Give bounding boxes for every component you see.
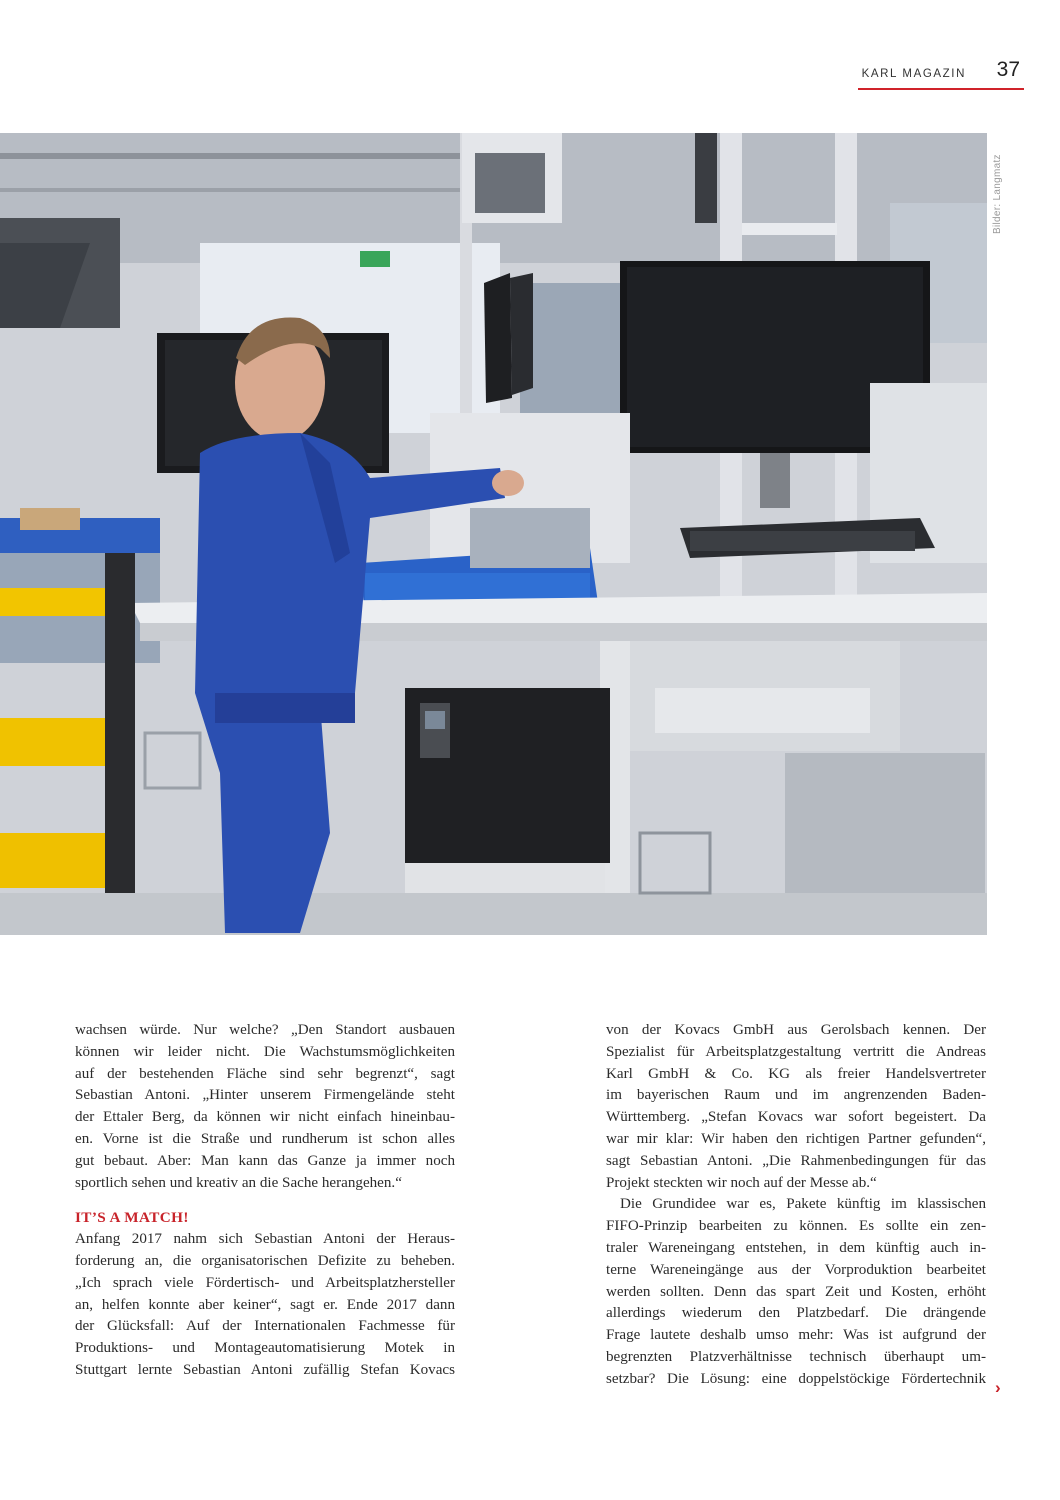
magazine-name: KARL MAGAZIN xyxy=(861,68,966,80)
article-photo xyxy=(0,133,987,935)
text-line: der Ettaler Berg, da können wir nicht einfach hineinbau- xyxy=(75,1109,455,1126)
text-line: traler Wareneingang entstehen, in dem künftig auch in- xyxy=(606,1239,986,1256)
text-line: Frage lautete deshalb umso mehr: Was ist aufgrund der xyxy=(606,1327,986,1344)
text-line: war mir klar: Wir haben den richtigen Partner gefunden“, xyxy=(606,1130,986,1147)
text-line: gut bebaut. Aber: Man kann das Ganze ja immer noch xyxy=(75,1152,455,1169)
text-line: terne Wareneingänge aus der Vorproduktion bearbeitet xyxy=(606,1261,986,1278)
page-number: 37 xyxy=(996,58,1020,81)
text-line: Die Grundidee war es, Pakete künftig im klassischen xyxy=(620,1196,986,1213)
text-line: können wir leider nicht. Die Wachstumsmöglichkeiten xyxy=(75,1043,455,1060)
article-column-2 xyxy=(606,1020,986,1391)
article-column-1 xyxy=(75,1020,455,1382)
text-line: Anfang 2017 nahm sich Sebastian Antoni der Heraus- xyxy=(75,1231,455,1248)
section-subheading: IT’S A MATCH! xyxy=(75,1209,189,1227)
text-line: FIFO-Prinzip bearbeiten zu können. Es sollte ein zen- xyxy=(606,1218,986,1235)
text-line: begrenzten Platzverhältnisse technisch überhaupt um- xyxy=(606,1348,986,1365)
page-header xyxy=(824,58,1024,90)
text-line: allerdings wiederum den Platzbedarf. Die drängende xyxy=(606,1305,986,1322)
text-line: Württemberg. „Stefan Kovacs war sofort begeistert. Da xyxy=(606,1109,986,1126)
text-line: Karl GmbH & Co. KG als freier Handelsvertreter xyxy=(606,1065,986,1082)
text-line: Spezialist für Arbeitsplatzgestaltung vertritt die Andreas xyxy=(606,1043,986,1060)
text-line: von der Kovacs GmbH aus Gerolsbach kennen. Der xyxy=(606,1022,986,1038)
continue-arrow-icon[interactable]: › xyxy=(995,1378,1001,1397)
text-line: en. Vorne ist die Straße und rundherum ist schon alles xyxy=(75,1130,455,1147)
photo-credit-text: Bilder: Langmatz xyxy=(992,154,1003,234)
text-line: „Ich sprach viele Fördertisch- und Arbeitsplatzhersteller xyxy=(75,1274,455,1291)
text-line: sagt Sebastian Antoni. „Die Rahmenbedingungen für das xyxy=(606,1152,986,1169)
text-line: forderung an, die organisatorischen Defizite zu beheben. xyxy=(75,1252,455,1269)
text-line: Stuttgart lernte Sebastian Antoni zufällig Stefan Kovacs xyxy=(75,1361,455,1378)
text-line: der Glücksfall: Auf der Internationalen Fachmesse für xyxy=(75,1318,455,1335)
photo-credit xyxy=(992,138,1006,238)
text-line: setzbar? Die Lösung: eine doppelstöckige Fördertechnik xyxy=(606,1370,986,1387)
text-line: an, helfen konnte aber keiner“, sagt er. Ende 2017 dann xyxy=(75,1296,455,1313)
text-line: im bayerischen Raum und im angrenzenden Baden- xyxy=(606,1087,986,1104)
text-line: wachsen würde. Nur welche? „Den Standort ausbauen xyxy=(75,1022,455,1038)
text-line: Produktions- und Montageautomatisierung Motek in xyxy=(75,1340,455,1357)
text-line: sportlich sehen und kreativ an die Sache herangehen.“ xyxy=(75,1174,402,1191)
text-line: Projekt steckten wir noch auf der Messe ab.“ xyxy=(606,1174,877,1191)
text-line: auf der bestehenden Fläche sind sehr begrenzt“, sagt xyxy=(75,1065,455,1082)
header-rule xyxy=(858,88,1024,90)
text-line: werden sollten. Denn das spart Zeit und Kosten, erhöht xyxy=(606,1283,986,1300)
text-line: Sebastian Antoni. „Hinter unserem Firmengelände steht xyxy=(75,1087,455,1104)
